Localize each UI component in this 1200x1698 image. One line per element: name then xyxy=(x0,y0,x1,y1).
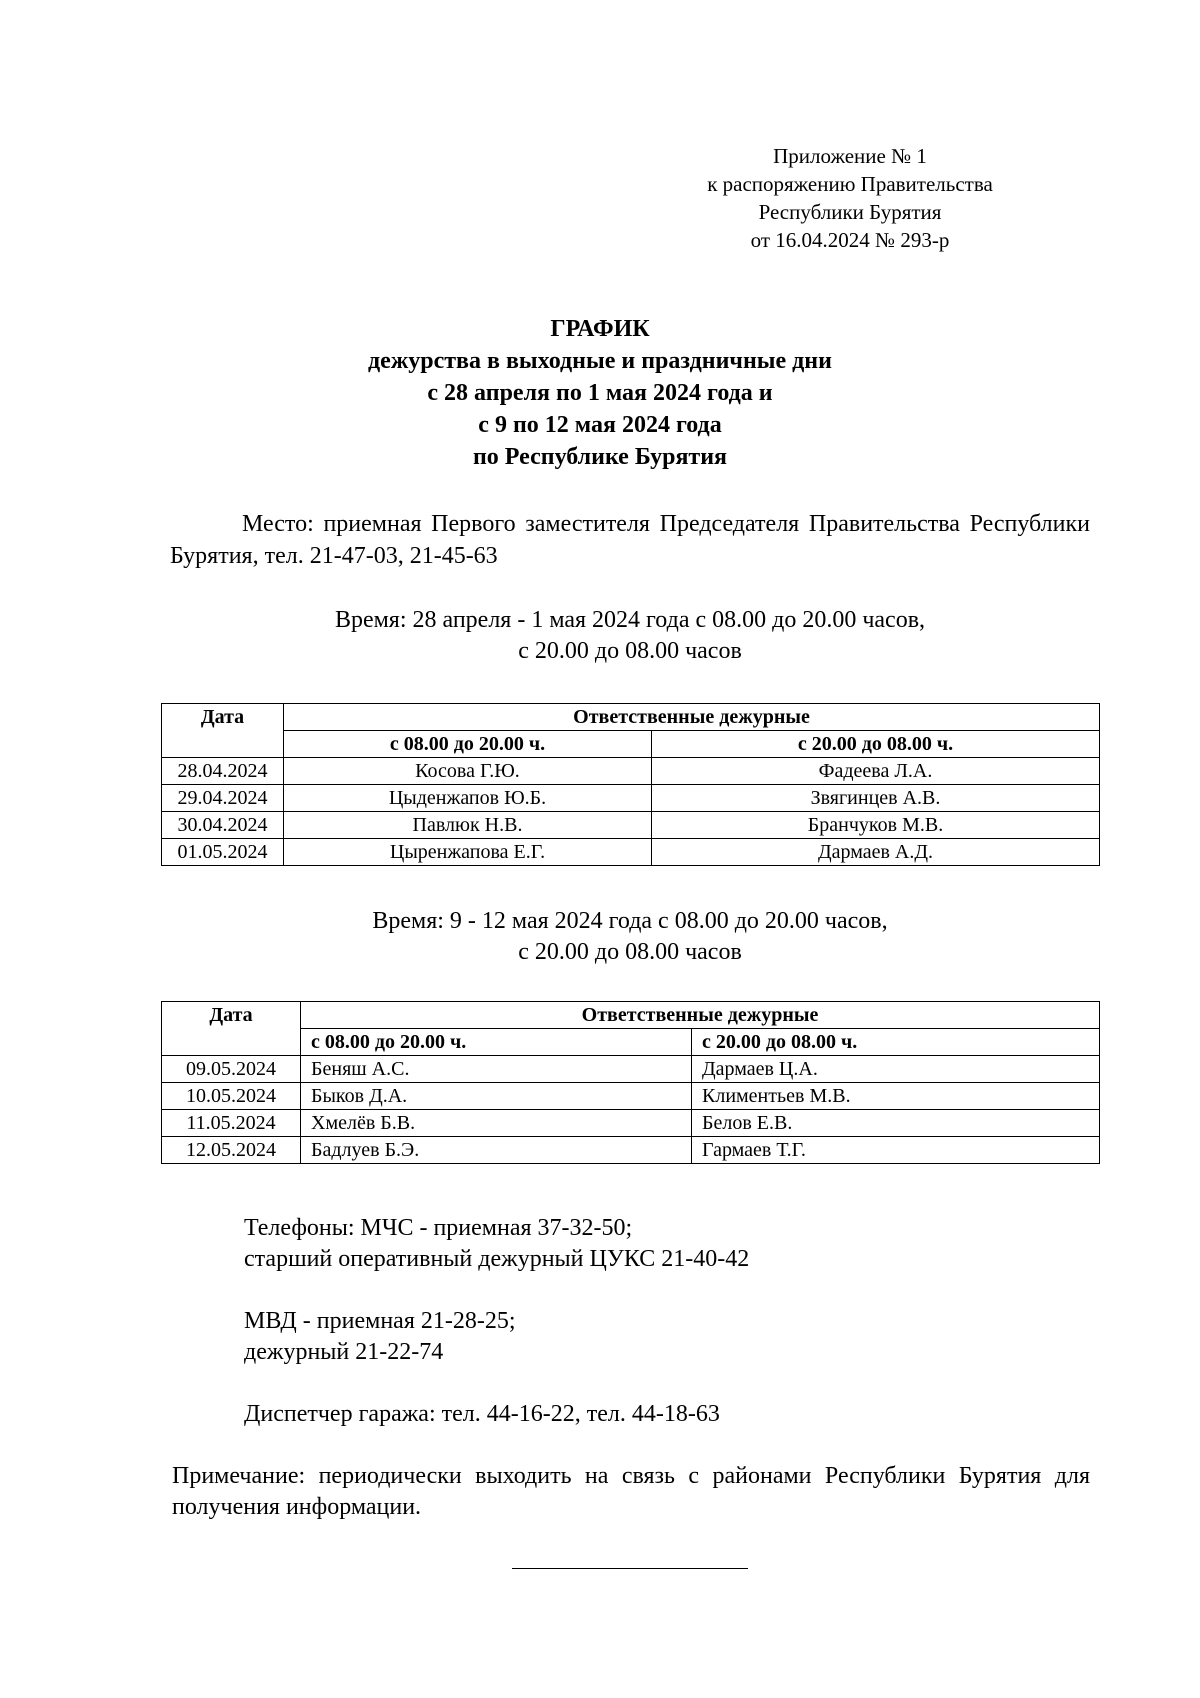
cell-day-duty: Быков Д.А. xyxy=(301,1083,692,1110)
phones-line: Диспетчер гаража: тел. 44-16-22, тел. 44-18-63 xyxy=(244,1401,720,1427)
end-rule xyxy=(512,1568,748,1569)
place-paragraph xyxy=(170,508,1090,572)
cell-night-duty: Фадеева Л.А. xyxy=(652,758,1100,785)
appendix-line: Республики Бурятия xyxy=(758,200,942,224)
header-responsible: Ответственные дежурные xyxy=(301,1002,1100,1029)
cell-date: 09.05.2024 xyxy=(162,1056,301,1083)
phones-line: дежурный 21-22-74 xyxy=(244,1339,444,1365)
cell-night-duty: Гармаев Т.Г. xyxy=(692,1137,1100,1164)
header-day-shift: с 08.00 до 20.00 ч. xyxy=(301,1029,692,1056)
appendix-line: от 16.04.2024 № 293-р xyxy=(750,228,950,252)
table-row xyxy=(162,839,1100,866)
cell-night-duty: Звягинцев А.В. xyxy=(652,785,1100,812)
title-line: ГРАФИК xyxy=(550,316,650,342)
appendix-header xyxy=(700,142,1000,254)
document-title xyxy=(100,313,1100,473)
phones-line: МВД - приемная 21-28-25; xyxy=(244,1308,516,1334)
cell-day-duty: Цыденжапов Ю.Б. xyxy=(284,785,652,812)
title-line: с 9 по 12 мая 2024 года xyxy=(478,412,722,438)
phones-line: старший оперативный дежурный ЦУКС 21-40-42 xyxy=(244,1246,750,1272)
title-line: по Республике Бурятия xyxy=(472,444,728,470)
cell-day-duty: Бадлуев Б.Э. xyxy=(301,1137,692,1164)
appendix-line: Приложение № 1 xyxy=(773,144,927,168)
appendix-line: к распоряжению Правительства xyxy=(707,172,993,196)
place-text: Место: приемная Первого заместителя Председателя Правительства Республики Бурятия, тел. 21-47-03, 21-45-63 xyxy=(170,511,1090,569)
table-row xyxy=(162,1110,1100,1137)
title-line: с 28 апреля по 1 мая 2024 года и xyxy=(427,380,773,406)
time-period-2 xyxy=(150,906,1110,968)
time-line: Время: 28 апреля - 1 мая 2024 года с 08.00 до 20.00 часов, xyxy=(334,607,926,633)
header-responsible: Ответственные дежурные xyxy=(284,704,1100,731)
table-row xyxy=(162,1056,1100,1083)
cell-date: 11.05.2024 xyxy=(162,1110,301,1137)
header-day-shift: с 08.00 до 20.00 ч. xyxy=(284,731,652,758)
cell-date: 01.05.2024 xyxy=(162,839,284,866)
phones-mvd xyxy=(244,1306,1104,1368)
cell-date: 28.04.2024 xyxy=(162,758,284,785)
phones-garage xyxy=(244,1399,1104,1430)
header-date: Дата xyxy=(162,704,284,758)
time-line: с 20.00 до 08.00 часов xyxy=(518,939,742,965)
table-row xyxy=(162,812,1100,839)
duty-table-2 xyxy=(161,1001,1100,1164)
phones-line: Телефоны: МЧС - приемная 37-32-50; xyxy=(244,1215,633,1241)
duty-table-1 xyxy=(161,703,1100,866)
table-row xyxy=(162,785,1100,812)
time-period-1 xyxy=(150,605,1110,667)
cell-night-duty: Белов Е.В. xyxy=(692,1110,1100,1137)
cell-night-duty: Климентьев М.В. xyxy=(692,1083,1100,1110)
cell-night-duty: Дармаев А.Д. xyxy=(652,839,1100,866)
header-date: Дата xyxy=(162,1002,301,1056)
table-row xyxy=(162,758,1100,785)
table-row xyxy=(162,1137,1100,1164)
header-night-shift: с 20.00 до 08.00 ч. xyxy=(692,1029,1100,1056)
time-line: с 20.00 до 08.00 часов xyxy=(518,638,742,664)
cell-day-duty: Цыренжапова Е.Г. xyxy=(284,839,652,866)
cell-day-duty: Хмелёв Б.В. xyxy=(301,1110,692,1137)
cell-date: 10.05.2024 xyxy=(162,1083,301,1110)
cell-night-duty: Бранчуков М.В. xyxy=(652,812,1100,839)
cell-day-duty: Павлюк Н.В. xyxy=(284,812,652,839)
cell-date: 30.04.2024 xyxy=(162,812,284,839)
title-line: дежурства в выходные и праздничные дни xyxy=(368,348,832,374)
cell-night-duty: Дармаев Ц.А. xyxy=(692,1056,1100,1083)
table-row xyxy=(162,1083,1100,1110)
cell-date: 12.05.2024 xyxy=(162,1137,301,1164)
header-night-shift: с 20.00 до 08.00 ч. xyxy=(652,731,1100,758)
cell-date: 29.04.2024 xyxy=(162,785,284,812)
time-line: Время: 9 - 12 мая 2024 года с 08.00 до 20.00 часов, xyxy=(372,908,888,934)
phones-section xyxy=(244,1213,1104,1461)
cell-day-duty: Косова Г.Ю. xyxy=(284,758,652,785)
note-paragraph: Примечание: периодически выходить на связь с районами Республики Бурятия для получения информации. xyxy=(172,1463,1090,1520)
phones-mchs xyxy=(244,1213,1104,1275)
cell-day-duty: Беняш А.С. xyxy=(301,1056,692,1083)
